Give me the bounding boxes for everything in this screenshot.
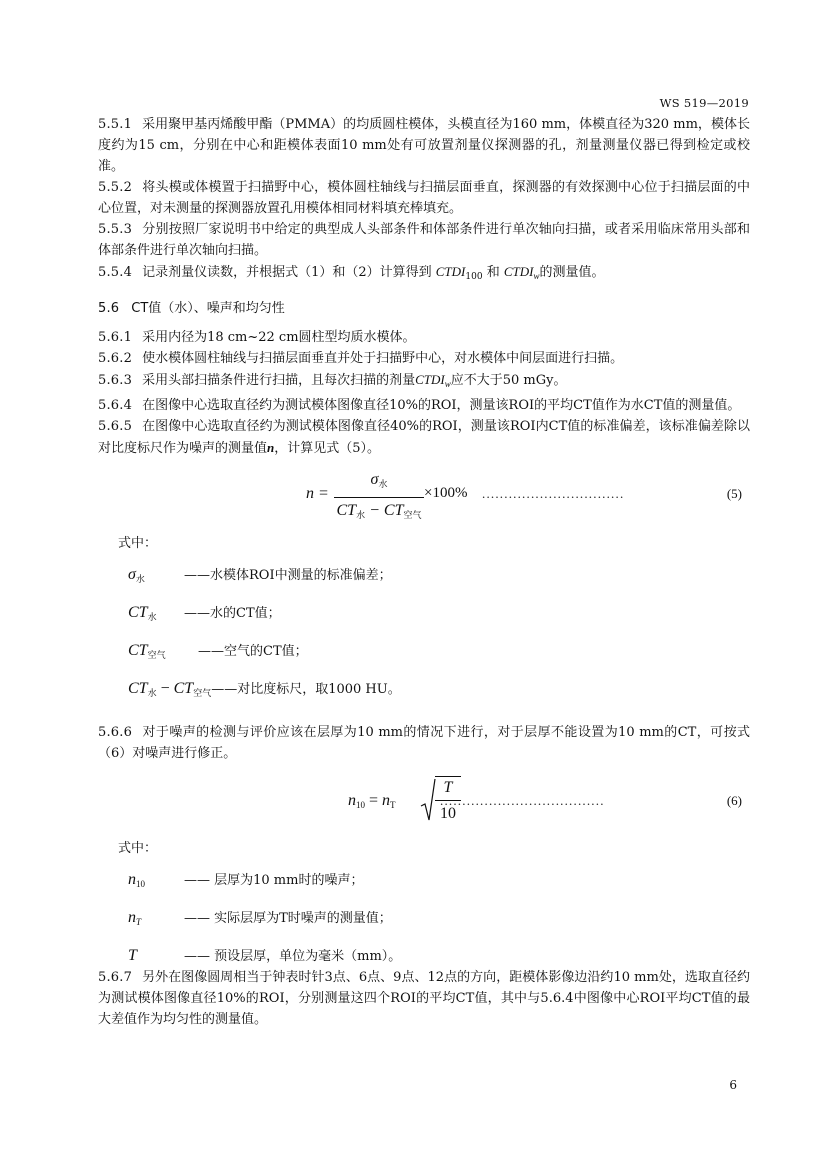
def-description: ——空气的CT值； bbox=[198, 644, 308, 659]
leader-dots: ..................................... bbox=[440, 793, 605, 808]
sigma-symbol: σ bbox=[370, 471, 379, 488]
definition-nt bbox=[128, 907, 750, 945]
leader-dots: ................................ bbox=[482, 486, 625, 501]
def-description: ——水模体ROI中测量的标准偏差； bbox=[184, 568, 392, 583]
clause-text: 记录剂量仪读数，并根据式（1）和（2）计算得到 bbox=[142, 265, 432, 280]
ct-subscript-water: 水 bbox=[356, 510, 366, 520]
clause-number: 5.5.2 bbox=[98, 180, 133, 195]
clause-text-after: ，计算见式（5）。 bbox=[274, 441, 381, 456]
document-body bbox=[98, 114, 750, 1030]
ctdiw-symbol: CTDI bbox=[503, 264, 534, 279]
def-symbol: $n_{10}$ bbox=[128, 871, 145, 889]
clause-number: 5.6.4 bbox=[98, 398, 133, 413]
equation-number: (6) bbox=[726, 793, 742, 808]
sqrt-denominator: 10 bbox=[440, 805, 456, 822]
denominator bbox=[334, 498, 424, 526]
clause-5-6-4 bbox=[98, 395, 750, 416]
fraction bbox=[334, 469, 424, 526]
section-number: 5.6 bbox=[98, 301, 120, 316]
ct-symbol: CT bbox=[336, 502, 357, 519]
clause-5-5-3 bbox=[98, 219, 750, 261]
clause-number: 5.5.4 bbox=[98, 265, 133, 280]
clause-number: 5.6.1 bbox=[98, 330, 133, 345]
page-number: 6 bbox=[729, 1078, 737, 1092]
where-label: 式中： bbox=[118, 841, 158, 856]
section-title: CT值（水）、噪声和均匀性 bbox=[131, 301, 285, 316]
where-label: 式中： bbox=[118, 536, 158, 551]
clause-5-5-2 bbox=[98, 177, 750, 219]
def-description: ——对比度标尺，取1000 HU。 bbox=[211, 682, 401, 697]
definition-ct-water bbox=[128, 602, 750, 640]
noise-symbol: n bbox=[267, 440, 275, 455]
clause-5-5-1 bbox=[98, 114, 750, 177]
clause-text: 使水模体圆柱轴线与扫描层面垂直并处于扫描野中心，对水模体中间层面进行扫描。 bbox=[142, 351, 624, 366]
times-percent: ×100% bbox=[424, 485, 468, 501]
def-description: ——水的CT值； bbox=[184, 606, 281, 621]
def-symbol: $CT_水 - CT_{空气}$ bbox=[128, 680, 212, 698]
ctdiw-subscript: w bbox=[533, 271, 540, 281]
def-symbol: $CT_{空气}$ bbox=[128, 642, 166, 660]
clause-5-6-6 bbox=[98, 722, 750, 764]
formula-lhs: n = bbox=[306, 485, 329, 502]
def-symbol: $n_T$ bbox=[128, 909, 142, 927]
clause-number: 5.5.1 bbox=[98, 117, 133, 132]
ct-subscript-air: 空气 bbox=[403, 510, 422, 520]
numerator bbox=[334, 469, 424, 497]
clause-number: 5.6.3 bbox=[98, 373, 133, 388]
clause-number: 5.6.5 bbox=[98, 419, 133, 434]
definition-t bbox=[128, 945, 750, 967]
clause-text-mid: 和 bbox=[486, 265, 500, 280]
formula6-lhs: $n_{10} = n_T$ bbox=[348, 792, 396, 810]
sqrt-numerator: T bbox=[443, 779, 453, 796]
clause-number: 5.6.2 bbox=[98, 351, 133, 366]
clause-text: 采用头部扫描条件进行扫描，且每次扫描的剂量 bbox=[142, 373, 416, 388]
ctdiw-subscript: w bbox=[444, 379, 451, 389]
equation-number: (5) bbox=[726, 486, 742, 501]
formula-5 bbox=[98, 469, 750, 523]
clause-number: 5.6.7 bbox=[98, 970, 133, 985]
section-heading-5-6 bbox=[98, 298, 750, 319]
clause-text: 将头模或体模置于扫描野中心，模体圆柱轴线与扫描层面垂直，探测器的有效探测中心位于扫描层面的中心位置，对未测量的探测器放置孔用模体相同材料填充棒填充。 bbox=[98, 180, 750, 216]
def-symbol: T bbox=[128, 947, 137, 964]
clause-5-6-1 bbox=[98, 327, 750, 348]
definition-n10 bbox=[128, 869, 750, 907]
clause-text: 分别按照厂家说明书中给定的典型成人头部条件和体部条件进行单次轴向扫描，或者采用临床常用头部和体部条件进行单次轴向扫描。 bbox=[98, 222, 750, 258]
clause-text: 采用内径为18 cm~22 cm圆柱型均质水模体。 bbox=[142, 330, 416, 345]
clause-5-6-5 bbox=[98, 416, 750, 459]
definition-ct-air bbox=[128, 640, 750, 678]
ctdiw-symbol: CTDI bbox=[415, 372, 445, 387]
def-description: —— 层厚为10 mm时的噪声； bbox=[184, 873, 364, 888]
document-code: WS 519—2019 bbox=[659, 96, 749, 110]
clause-5-6-2 bbox=[98, 348, 750, 369]
clause-text: 对于噪声的检测与评价应该在层厚为10 mm的情况下进行，对于层厚不能设置为10 mm的CT，可按式（6）对噪声进行修正。 bbox=[98, 725, 750, 761]
clause-5-6-3 bbox=[98, 369, 750, 395]
clause-text-after: 应不大于50 mGy。 bbox=[450, 373, 567, 388]
clause-number: 5.5.3 bbox=[98, 222, 133, 237]
sigma-subscript: 水 bbox=[378, 479, 388, 489]
definition-contrast-scale bbox=[128, 678, 750, 716]
sqrt-radical bbox=[420, 778, 436, 822]
clause-text-after: 的测量值。 bbox=[539, 265, 605, 280]
clause-text: 另外在图像圆周相当于钟表时针3点、6点、9点、12点的方向，距模体影像边沿约10 mm处，选取直径约为测试模体图像直径10%的ROI，分别测量这四个ROI的平均CT值，其中与5.6.4中图像中心ROI平均CT值的最大差值作为均匀性的测量值。 bbox=[98, 970, 750, 1027]
clause-number: 5.6.6 bbox=[98, 725, 133, 740]
def-description: —— 实际层厚为T时噪声的测量值； bbox=[184, 911, 392, 926]
clause-5-6-7 bbox=[98, 967, 750, 1030]
ctdi100-symbol: CTDI bbox=[435, 264, 466, 279]
def-symbol: $CT_水$ bbox=[128, 604, 157, 622]
clause-text: 在图像中心选取直径约为测试模体图像直径40%的ROI，测量该ROI内CT值的标准偏差，该标准偏差除以对比度标尺作为噪声的测量值 bbox=[98, 419, 750, 456]
clause-5-5-4 bbox=[98, 261, 750, 288]
formula-6 bbox=[98, 774, 750, 830]
def-symbol: $\sigma_水$ bbox=[128, 566, 145, 584]
minus-sign: − bbox=[369, 502, 380, 519]
ctdi100-subscript: 100 bbox=[465, 272, 483, 282]
clause-text: 采用聚甲基丙烯酸甲酯（PMMA）的均质圆柱模体，头模直径为160 mm，体模直径为320 mm，模体长度约为15 cm，分别在中心和距模体表面10 mm处有可放置剂量仪探测器的孔，剂量测量仪器已得到检定或校准。 bbox=[98, 117, 750, 174]
definition-sigma-water bbox=[128, 564, 750, 602]
def-description: —— 预设层厚，单位为毫米（mm）。 bbox=[184, 949, 402, 964]
ct-symbol: CT bbox=[383, 502, 404, 519]
clause-text: 在图像中心选取直径约为测试模体图像直径10%的ROI，测量该ROI的平均CT值作为水CT值的测量值。 bbox=[142, 398, 741, 413]
